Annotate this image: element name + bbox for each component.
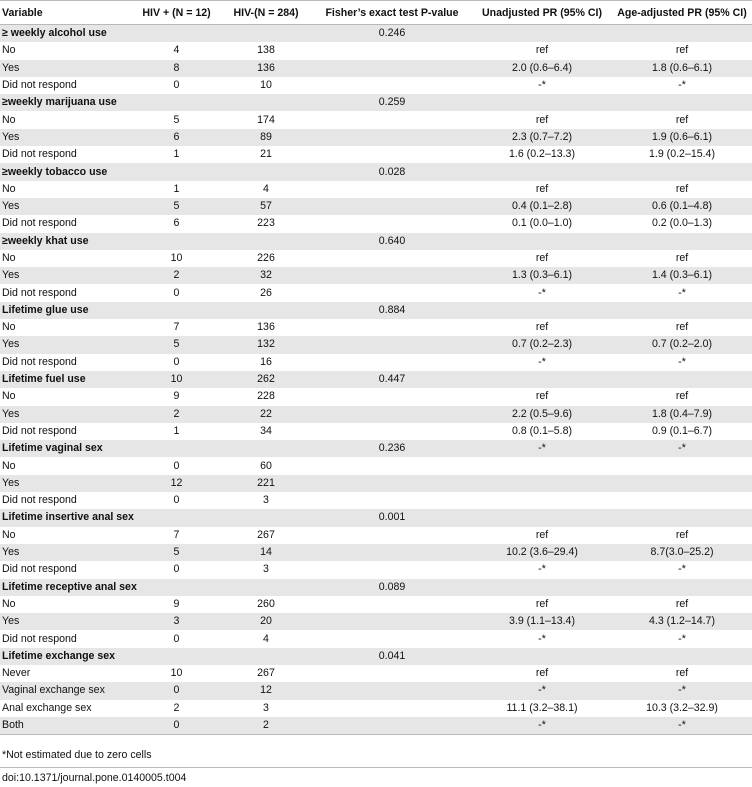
section-row — [0, 648, 752, 665]
age-adjusted-pr-cell: ref — [675, 252, 689, 264]
fisher-p-cell — [312, 284, 472, 301]
age-adjusted-pr-cell — [612, 579, 752, 596]
section-row — [0, 302, 752, 319]
variable-cell: Did not respond — [2, 217, 77, 230]
hiv-negative-cell: 228 — [257, 390, 275, 403]
fisher-p-cell — [312, 492, 472, 509]
variable-cell: No — [2, 390, 16, 403]
table-row — [0, 146, 752, 163]
age-adjusted-pr-cell: 4.3 (1.2–14.7) — [612, 613, 752, 630]
unadjusted-pr-cell — [472, 475, 612, 492]
hiv-negative-cell: 260 — [257, 597, 275, 610]
variable-cell: Lifetime glue use — [0, 302, 133, 319]
section-row — [0, 25, 752, 43]
table-row — [0, 129, 752, 146]
hiv-positive-cell: 9 — [173, 390, 180, 403]
age-adjusted-pr-cell: ref — [675, 528, 689, 541]
hiv-positive-cell: 2 — [173, 701, 180, 714]
hiv-positive-cell: 0 — [133, 682, 220, 699]
unadjusted-pr-cell — [472, 371, 612, 388]
unadjusted-pr-cell: 10.2 (3.6–29.4) — [472, 544, 612, 561]
fisher-p-cell — [312, 215, 472, 232]
fisher-p-cell — [312, 77, 472, 94]
variable-cell: Did not respond — [2, 286, 77, 299]
fisher-p-cell — [312, 717, 472, 735]
unadjusted-pr-cell — [472, 492, 612, 509]
unadjusted-pr-cell: 0.4 (0.1–2.8) — [472, 198, 612, 215]
fisher-p-cell — [312, 544, 472, 561]
variable-cell: Yes — [0, 475, 133, 492]
hiv-negative-cell: 226 — [257, 252, 275, 264]
hiv-positive-cell: 5 — [173, 113, 180, 126]
unadjusted-pr-cell: -* — [538, 286, 546, 299]
fisher-p-cell — [312, 42, 472, 59]
table-row — [0, 111, 752, 128]
hiv-negative-cell: 3 — [263, 563, 269, 576]
section-row — [0, 233, 752, 250]
age-adjusted-pr-cell: -* — [678, 286, 686, 299]
table-body — [0, 25, 752, 735]
hiv-negative-cell: 132 — [220, 336, 312, 353]
variable-cell: Did not respond — [2, 494, 77, 507]
variable-cell: Lifetime exchange sex — [0, 648, 133, 665]
hiv-negative-cell — [220, 25, 312, 43]
table-row — [0, 544, 752, 561]
hiv-positive-cell — [133, 94, 220, 111]
unadjusted-pr-cell: -* — [472, 717, 612, 735]
unadjusted-pr-cell — [472, 457, 612, 474]
age-adjusted-pr-cell: 1.4 (0.3–6.1) — [612, 267, 752, 284]
hiv-positive-cell: 7 — [173, 321, 180, 334]
unadjusted-pr-cell: -* — [538, 632, 546, 645]
header-fisher-p: Fisher’s exact test P-value — [312, 1, 472, 25]
table-row — [0, 406, 752, 423]
fisher-p-cell — [312, 406, 472, 423]
section-row — [0, 579, 752, 596]
hiv-positive-cell: 0 — [173, 494, 180, 507]
age-adjusted-pr-cell — [612, 475, 752, 492]
variable-cell: Did not respond — [2, 424, 77, 437]
age-adjusted-pr-cell: -* — [678, 632, 686, 645]
fisher-p-cell — [312, 319, 472, 336]
header-hiv-negative: HIV-(N = 284) — [220, 1, 312, 25]
table-row — [0, 354, 752, 371]
unadjusted-pr-cell — [472, 94, 612, 111]
hiv-negative-cell: 174 — [257, 113, 275, 126]
hiv-positive-cell: 5 — [133, 198, 220, 215]
hiv-positive-cell: 3 — [133, 613, 220, 630]
hiv-positive-cell: 2 — [133, 406, 220, 423]
table-row — [0, 77, 752, 94]
fisher-p-cell — [312, 60, 472, 77]
age-adjusted-pr-cell: ref — [675, 321, 689, 334]
divider — [0, 767, 752, 768]
hiv-positive-cell — [133, 233, 220, 250]
hiv-negative-cell: 14 — [220, 544, 312, 561]
variable-cell: Lifetime vaginal sex — [0, 440, 133, 457]
fisher-p-cell — [312, 457, 472, 474]
variable-cell: Vaginal exchange sex — [0, 682, 133, 699]
hiv-positive-cell — [133, 163, 220, 180]
unadjusted-pr-cell: 2.0 (0.6–6.4) — [472, 60, 612, 77]
variable-cell: Lifetime receptive anal sex — [0, 579, 133, 596]
hiv-negative-cell — [220, 509, 312, 526]
age-adjusted-pr-cell — [612, 25, 752, 43]
age-adjusted-pr-cell: -* — [612, 440, 752, 457]
section-row — [0, 94, 752, 111]
fisher-p-cell: 0.041 — [312, 648, 472, 665]
hiv-negative-cell: 34 — [260, 424, 272, 437]
unadjusted-pr-cell — [472, 233, 612, 250]
unadjusted-pr-cell — [472, 302, 612, 319]
unadjusted-pr-cell: 11.1 (3.2–38.1) — [506, 701, 578, 714]
fisher-p-cell: 0.884 — [312, 302, 472, 319]
variable-cell: No — [2, 113, 16, 126]
header-age-adjusted-pr: Age-adjusted PR (95% CI) — [612, 1, 752, 25]
hiv-positive-cell — [133, 25, 220, 43]
unadjusted-pr-cell: -* — [538, 79, 546, 92]
age-adjusted-pr-cell — [612, 509, 752, 526]
variable-cell: Yes — [0, 544, 133, 561]
age-adjusted-pr-cell — [612, 371, 752, 388]
unadjusted-pr-cell: ref — [535, 597, 549, 610]
unadjusted-pr-cell: ref — [535, 390, 549, 403]
table-row — [0, 181, 752, 198]
hiv-negative-cell: 136 — [257, 321, 275, 334]
age-adjusted-pr-cell — [612, 302, 752, 319]
fisher-p-cell — [312, 527, 472, 544]
hiv-negative-cell: 136 — [220, 60, 312, 77]
header-row — [0, 1, 752, 25]
hiv-positive-cell: 0 — [173, 79, 180, 92]
fisher-p-cell: 0.236 — [312, 440, 472, 457]
table-row — [0, 475, 752, 492]
variable-cell: ≥ weekly alcohol use — [0, 25, 133, 43]
variable-cell: Yes — [0, 267, 133, 284]
hiv-positive-cell: 0 — [173, 563, 180, 576]
hiv-negative-cell: 12 — [220, 682, 312, 699]
fisher-p-cell: 0.089 — [312, 579, 472, 596]
variable-cell: Yes — [0, 613, 133, 630]
variable-cell: ≥weekly tobacco use — [0, 163, 133, 180]
age-adjusted-pr-cell: -* — [678, 563, 686, 576]
variable-cell: ≥weekly khat use — [0, 233, 133, 250]
variable-cell: ≥weekly marijuana use — [0, 94, 133, 111]
unadjusted-pr-cell: ref — [535, 113, 549, 126]
age-adjusted-pr-cell: 1.9 (0.6–6.1) — [612, 129, 752, 146]
fisher-p-cell — [312, 388, 472, 405]
age-adjusted-pr-cell — [612, 163, 752, 180]
age-adjusted-pr-cell: 1.8 (0.4–7.9) — [612, 406, 752, 423]
unadjusted-pr-cell: -* — [538, 563, 546, 576]
variable-cell: Anal exchange sex — [2, 701, 92, 714]
hiv-positive-cell: 1 — [173, 182, 180, 195]
fisher-p-cell: 0.028 — [312, 163, 472, 180]
table-row — [0, 561, 752, 578]
unadjusted-pr-cell — [472, 25, 612, 43]
hiv-positive-cell — [133, 302, 220, 319]
fisher-p-cell — [312, 475, 472, 492]
variable-cell: Lifetime fuel use — [0, 371, 133, 388]
age-adjusted-pr-cell — [612, 492, 752, 509]
table-row — [0, 717, 752, 735]
fisher-p-cell — [312, 665, 472, 682]
hiv-negative-cell — [220, 579, 312, 596]
variable-cell: Never — [2, 667, 31, 680]
hiv-positive-cell: 6 — [133, 129, 220, 146]
variable-cell: Yes — [0, 129, 133, 146]
age-adjusted-pr-cell: 0.7 (0.2–2.0) — [612, 336, 752, 353]
variable-cell: Did not respond — [2, 79, 77, 92]
hiv-positive-cell: 0 — [133, 717, 220, 735]
table-row — [0, 60, 752, 77]
variable-cell: Yes — [0, 198, 133, 215]
age-adjusted-pr-cell: -* — [678, 355, 686, 368]
fisher-p-cell — [312, 682, 472, 699]
fisher-p-cell — [312, 336, 472, 353]
table-row — [0, 457, 752, 474]
table-row — [0, 527, 752, 544]
age-adjusted-pr-cell: 1.9 (0.2–15.4) — [649, 148, 715, 161]
age-adjusted-pr-cell: -* — [612, 682, 752, 699]
variable-cell: No — [2, 44, 16, 57]
hiv-negative-cell: 267 — [257, 528, 275, 541]
variable-cell: Did not respond — [2, 355, 77, 368]
table-row — [0, 613, 752, 630]
hiv-negative-cell — [220, 163, 312, 180]
hiv-negative-cell: 4 — [263, 182, 269, 195]
age-adjusted-pr-cell: ref — [675, 113, 689, 126]
unadjusted-pr-cell: ref — [535, 667, 549, 680]
unadjusted-pr-cell: 0.1 (0.0–1.0) — [511, 217, 573, 230]
hiv-negative-cell — [220, 440, 312, 457]
unadjusted-pr-cell: -* — [472, 440, 612, 457]
hiv-positive-cell: 4 — [173, 44, 180, 57]
age-adjusted-pr-cell: ref — [675, 667, 689, 680]
table-row — [0, 423, 752, 440]
table-row — [0, 682, 752, 699]
header-variable: Variable — [0, 1, 133, 25]
hiv-negative-cell: 223 — [257, 217, 275, 230]
table-row — [0, 250, 752, 267]
unadjusted-pr-cell: ref — [535, 44, 549, 57]
age-adjusted-pr-cell: ref — [675, 390, 689, 403]
variable-cell: Yes — [0, 336, 133, 353]
table-row — [0, 492, 752, 509]
fisher-p-cell — [312, 596, 472, 613]
age-adjusted-pr-cell — [612, 457, 752, 474]
hiv-negative-cell: 10 — [260, 79, 272, 92]
fisher-p-cell — [312, 181, 472, 198]
hiv-positive-cell: 10 — [170, 667, 183, 680]
age-adjusted-pr-cell: -* — [678, 79, 686, 92]
table-row — [0, 630, 752, 647]
hiv-positive-cell — [133, 579, 220, 596]
hiv-negative-cell: 138 — [257, 44, 275, 57]
variable-cell: Did not respond — [2, 563, 77, 576]
unadjusted-pr-cell: ref — [535, 528, 549, 541]
hiv-negative-cell: 89 — [220, 129, 312, 146]
variable-cell: No — [2, 459, 16, 472]
hiv-negative-cell: 57 — [220, 198, 312, 215]
footnote: *Not estimated due to zero cells — [2, 749, 152, 761]
table-row — [0, 388, 752, 405]
hiv-positive-cell: 2 — [133, 267, 220, 284]
fisher-p-cell — [312, 423, 472, 440]
section-row — [0, 163, 752, 180]
fisher-p-cell: 0.259 — [312, 94, 472, 111]
hiv-negative-cell — [220, 94, 312, 111]
unadjusted-pr-cell: ref — [535, 252, 549, 264]
hiv-negative-cell: 20 — [220, 613, 312, 630]
fisher-p-cell — [312, 700, 472, 717]
age-adjusted-pr-cell: 0.9 (0.1–6.7) — [651, 424, 713, 437]
hiv-positive-cell: 1 — [173, 424, 180, 437]
fisher-p-cell — [312, 198, 472, 215]
age-adjusted-pr-cell: -* — [612, 717, 752, 735]
hiv-positive-cell: 5 — [133, 544, 220, 561]
fisher-p-cell: 0.447 — [312, 371, 472, 388]
fisher-p-cell: 0.640 — [312, 233, 472, 250]
hiv-positive-cell: 5 — [133, 336, 220, 353]
hiv-positive-cell: 10 — [133, 371, 220, 388]
hiv-negative-cell — [220, 233, 312, 250]
age-adjusted-pr-cell: 0.2 (0.0–1.3) — [651, 217, 713, 230]
variable-cell: No — [2, 321, 16, 334]
fisher-p-cell — [312, 111, 472, 128]
hiv-positive-cell: 9 — [173, 597, 180, 610]
unadjusted-pr-cell: ref — [535, 182, 549, 195]
table-row — [0, 284, 752, 301]
hiv-positive-cell: 0 — [173, 459, 180, 472]
table-row — [0, 215, 752, 232]
hiv-negative-cell: 32 — [220, 267, 312, 284]
hiv-positive-cell: 0 — [173, 355, 180, 368]
unadjusted-pr-cell: ref — [535, 321, 549, 334]
hiv-negative-cell: 22 — [220, 406, 312, 423]
hiv-positive-cell — [133, 440, 220, 457]
hiv-positive-cell: 8 — [133, 60, 220, 77]
variable-cell: Yes — [0, 406, 133, 423]
fisher-p-cell: 0.001 — [312, 509, 472, 526]
fisher-p-cell: 0.246 — [312, 25, 472, 43]
doi-citation: doi:10.1371/journal.pone.0140005.t004 — [2, 772, 187, 784]
hiv-negative-cell — [220, 302, 312, 319]
table-row — [0, 665, 752, 682]
unadjusted-pr-cell: 3.9 (1.1–13.4) — [472, 613, 612, 630]
age-adjusted-pr-cell: ref — [675, 44, 689, 57]
fisher-p-cell — [312, 129, 472, 146]
fisher-p-cell — [312, 613, 472, 630]
age-adjusted-pr-cell: ref — [675, 182, 689, 195]
hiv-positive-cell: 1 — [173, 148, 180, 161]
hiv-positive-cell — [133, 509, 220, 526]
hiv-negative-cell: 26 — [260, 286, 272, 299]
fisher-p-cell — [312, 561, 472, 578]
hiv-positive-cell: 0 — [173, 286, 180, 299]
hiv-negative-cell: 2 — [220, 717, 312, 735]
unadjusted-pr-cell — [472, 648, 612, 665]
unadjusted-pr-cell: 1.6 (0.2–13.3) — [509, 148, 575, 161]
fisher-p-cell — [312, 250, 472, 267]
hiv-positive-cell: 10 — [170, 252, 183, 264]
unadjusted-pr-cell — [472, 509, 612, 526]
age-adjusted-pr-cell: 1.8 (0.6–6.1) — [612, 60, 752, 77]
table-row — [0, 596, 752, 613]
table-row — [0, 319, 752, 336]
variable-cell: Yes — [0, 60, 133, 77]
age-adjusted-pr-cell — [612, 94, 752, 111]
hiv-negative-cell: 267 — [257, 667, 275, 680]
variable-cell: Did not respond — [2, 632, 77, 645]
variable-cell: Did not respond — [2, 148, 77, 161]
age-adjusted-pr-cell: 8.7(3.0–25.2) — [612, 544, 752, 561]
variable-cell: Both — [0, 717, 133, 735]
age-adjusted-pr-cell — [612, 233, 752, 250]
fisher-p-cell — [312, 354, 472, 371]
header-hiv-positive: HIV + (N = 12) — [133, 1, 220, 25]
hiv-negative-cell — [220, 648, 312, 665]
age-adjusted-pr-cell: 10.3 (3.2–32.9) — [646, 701, 718, 714]
section-row — [0, 440, 752, 457]
unadjusted-pr-cell: 0.8 (0.1–5.8) — [511, 424, 573, 437]
table-row — [0, 267, 752, 284]
age-adjusted-pr-cell — [612, 648, 752, 665]
fisher-p-cell — [312, 267, 472, 284]
hiv-negative-cell: 21 — [260, 148, 272, 161]
unadjusted-pr-cell: 1.3 (0.3–6.1) — [472, 267, 612, 284]
unadjusted-pr-cell: 0.7 (0.2–2.3) — [472, 336, 612, 353]
fisher-p-cell — [312, 630, 472, 647]
hiv-negative-cell: 3 — [263, 701, 269, 714]
hiv-positive-cell: 7 — [173, 528, 180, 541]
unadjusted-pr-cell: -* — [472, 682, 612, 699]
section-row — [0, 509, 752, 526]
table-row — [0, 700, 752, 717]
header-unadjusted-pr: Unadjusted PR (95% CI) — [472, 1, 612, 25]
hiv-negative-cell: 4 — [263, 632, 269, 645]
fisher-p-cell — [312, 146, 472, 163]
hiv-positive-cell: 6 — [173, 217, 180, 230]
hiv-negative-cell: 16 — [260, 355, 272, 368]
variable-cell: No — [2, 252, 16, 264]
variable-cell: Lifetime insertive anal sex — [0, 509, 133, 526]
variable-cell: No — [2, 597, 16, 610]
table-header — [0, 1, 752, 25]
table-row — [0, 42, 752, 59]
age-adjusted-pr-cell: ref — [675, 597, 689, 610]
hiv-negative-cell: 221 — [220, 475, 312, 492]
table-row — [0, 336, 752, 353]
unadjusted-pr-cell — [472, 579, 612, 596]
hiv-positive-cell — [133, 648, 220, 665]
section-row — [0, 371, 752, 388]
hiv-positive-cell: 12 — [133, 475, 220, 492]
age-adjusted-pr-cell: 0.6 (0.1–4.8) — [612, 198, 752, 215]
unadjusted-pr-cell: -* — [538, 355, 546, 368]
table-row — [0, 198, 752, 215]
hiv-positive-cell: 0 — [173, 632, 180, 645]
hiv-negative-cell: 60 — [260, 459, 272, 472]
hiv-negative-cell: 262 — [220, 371, 312, 388]
hiv-negative-cell: 3 — [263, 494, 269, 507]
unadjusted-pr-cell — [472, 163, 612, 180]
variable-cell: No — [2, 182, 16, 195]
unadjusted-pr-cell: 2.3 (0.7–7.2) — [472, 129, 612, 146]
variable-cell: No — [2, 528, 16, 541]
unadjusted-pr-cell: 2.2 (0.5–9.6) — [472, 406, 612, 423]
